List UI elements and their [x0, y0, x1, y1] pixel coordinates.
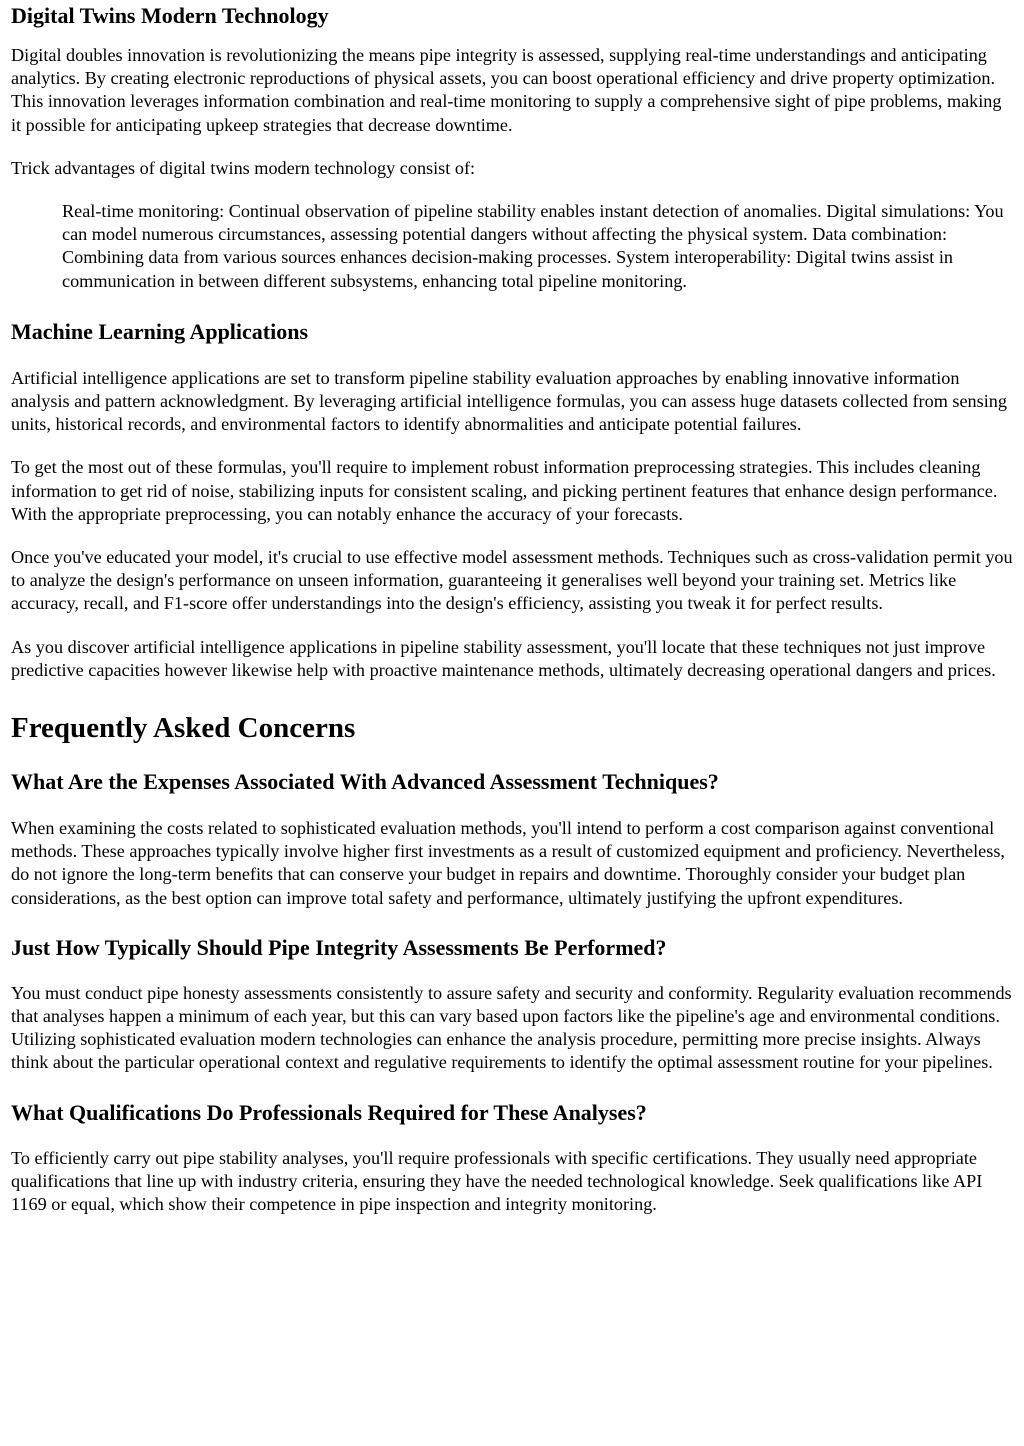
paragraph-ml-1: Artificial intelligence applications are set to transform pipeline stability evaluation approaches by enabling innovative information analysis and pattern acknowledgment. By leveraging artificial intelligence formulas, you can assess huge datasets collected from sensing units, historical records, and environmental factors to identify abnormalities and anticipate potential failures. — [11, 367, 1007, 435]
section-heading-digital-twins: Digital Twins Modern Technology — [11, 3, 329, 28]
paragraph-ml-3: Once you've educated your model, it's crucial to use effective model assessment methods. Techniques such as cross-validation permit you to analyze the design's performance on unseen information, guaranteeing it generalises well beyond your training set. Metrics like accuracy, recall, and F1-score offer understandings into the design's efficiency, assisting you tweak it for perfect results. — [11, 547, 1013, 614]
paragraph-ml-4: As you discover artificial intelligence applications in pipeline stability assessment, you'll locate that these techniques not just improve predictive capacities however likewise help with proactive maintenance methods, ultimately decreasing operational dangers and prices. — [11, 636, 996, 680]
section-heading-machine-learning: Machine Learning Applications — [11, 318, 309, 344]
faq-question-costs: What Are the Expenses Associated With Advanced Assessment Techniques? — [11, 769, 719, 795]
paragraph-ml-2: To get the most out of these formulas, you'll require to implement robust information preprocessing strategies. This includes cleaning information to get rid of noise, stabilizing inputs for consistent scaling, and picking pertinent features that enhance design performance. With the appropriate preprocessing, you can notably enhance the accuracy of your forecasts. — [11, 457, 998, 524]
paragraph-digital-twins-intro: Digital doubles innovation is revolutionizing the means pipe integrity is assessed, supplying real-time understandings and anticipating analytics. By creating electronic reproductions of physical assets, you can boost operational efficiency and drive property optimization. This innovation leverages information combination and real-time monitoring to supply a comprehensive sight of pipe problems, making it possible for anticipating upkeep strategies that decrease downtime. — [11, 45, 1002, 135]
faq-answer-frequency: You must conduct pipe honesty assessments consistently to assure safety and security and conformity. Regularity evaluation recommends that analyses happen a minimum of each year, but this can vary based upon factors like the pipeline's age and environmental conditions. Utilizing sophisticated evaluation modern technologies can enhance the analysis procedure, permitting more precise insights. Always think about the particular operational context and regulative requirements to identify the optimal assessment routine for your pipelines. — [11, 982, 1012, 1073]
faq-answer-qualifications: To efficiently carry out pipe stability analyses, you'll require professionals with specific certifications. They usually need appropriate qualifications that line up with industry criteria, ensuring they have the needed technological knowledge. Seek qualifications like API 1169 or equal, which show their competence in pipe inspection and integrity monitoring. — [11, 1147, 983, 1215]
paragraph-advantages-intro: Trick advantages of digital twins modern technology consist of: — [11, 157, 476, 178]
faq-answer-costs: When examining the costs related to sophisticated evaluation methods, you'll intend to perform a cost comparison against conventional methods. These approaches typically involve higher first investments as a result of customized equipment and proficiency. Nevertheless, do not ignore the long-term benefits that can conserve your budget in repairs and downtime. Thoroughly consider your budget plan considerations, as the best option can improve total safety and performance, ultimately justifying the upfront expenditures. — [11, 818, 1005, 908]
faq-heading: Frequently Asked Concerns — [11, 712, 356, 745]
faq-question-qualifications: What Qualifications Do Professionals Required for These Analyses? — [11, 1099, 647, 1125]
advantages-blockquote: Real-time monitoring: Continual observation of pipeline stability enables instant detection of anomalies. Digital simulations: You can model numerous circumstances, assessing potential dangers without affecting the physical system. Data combination: Combining data from various sources enhances decision-making processes. System interoperability: Digital twins assist in communication in between different subsystems, enhancing total pipeline monitoring. — [62, 201, 1004, 291]
faq-question-frequency: Just How Typically Should Pipe Integrity Assessments Be Performed? — [11, 934, 667, 960]
